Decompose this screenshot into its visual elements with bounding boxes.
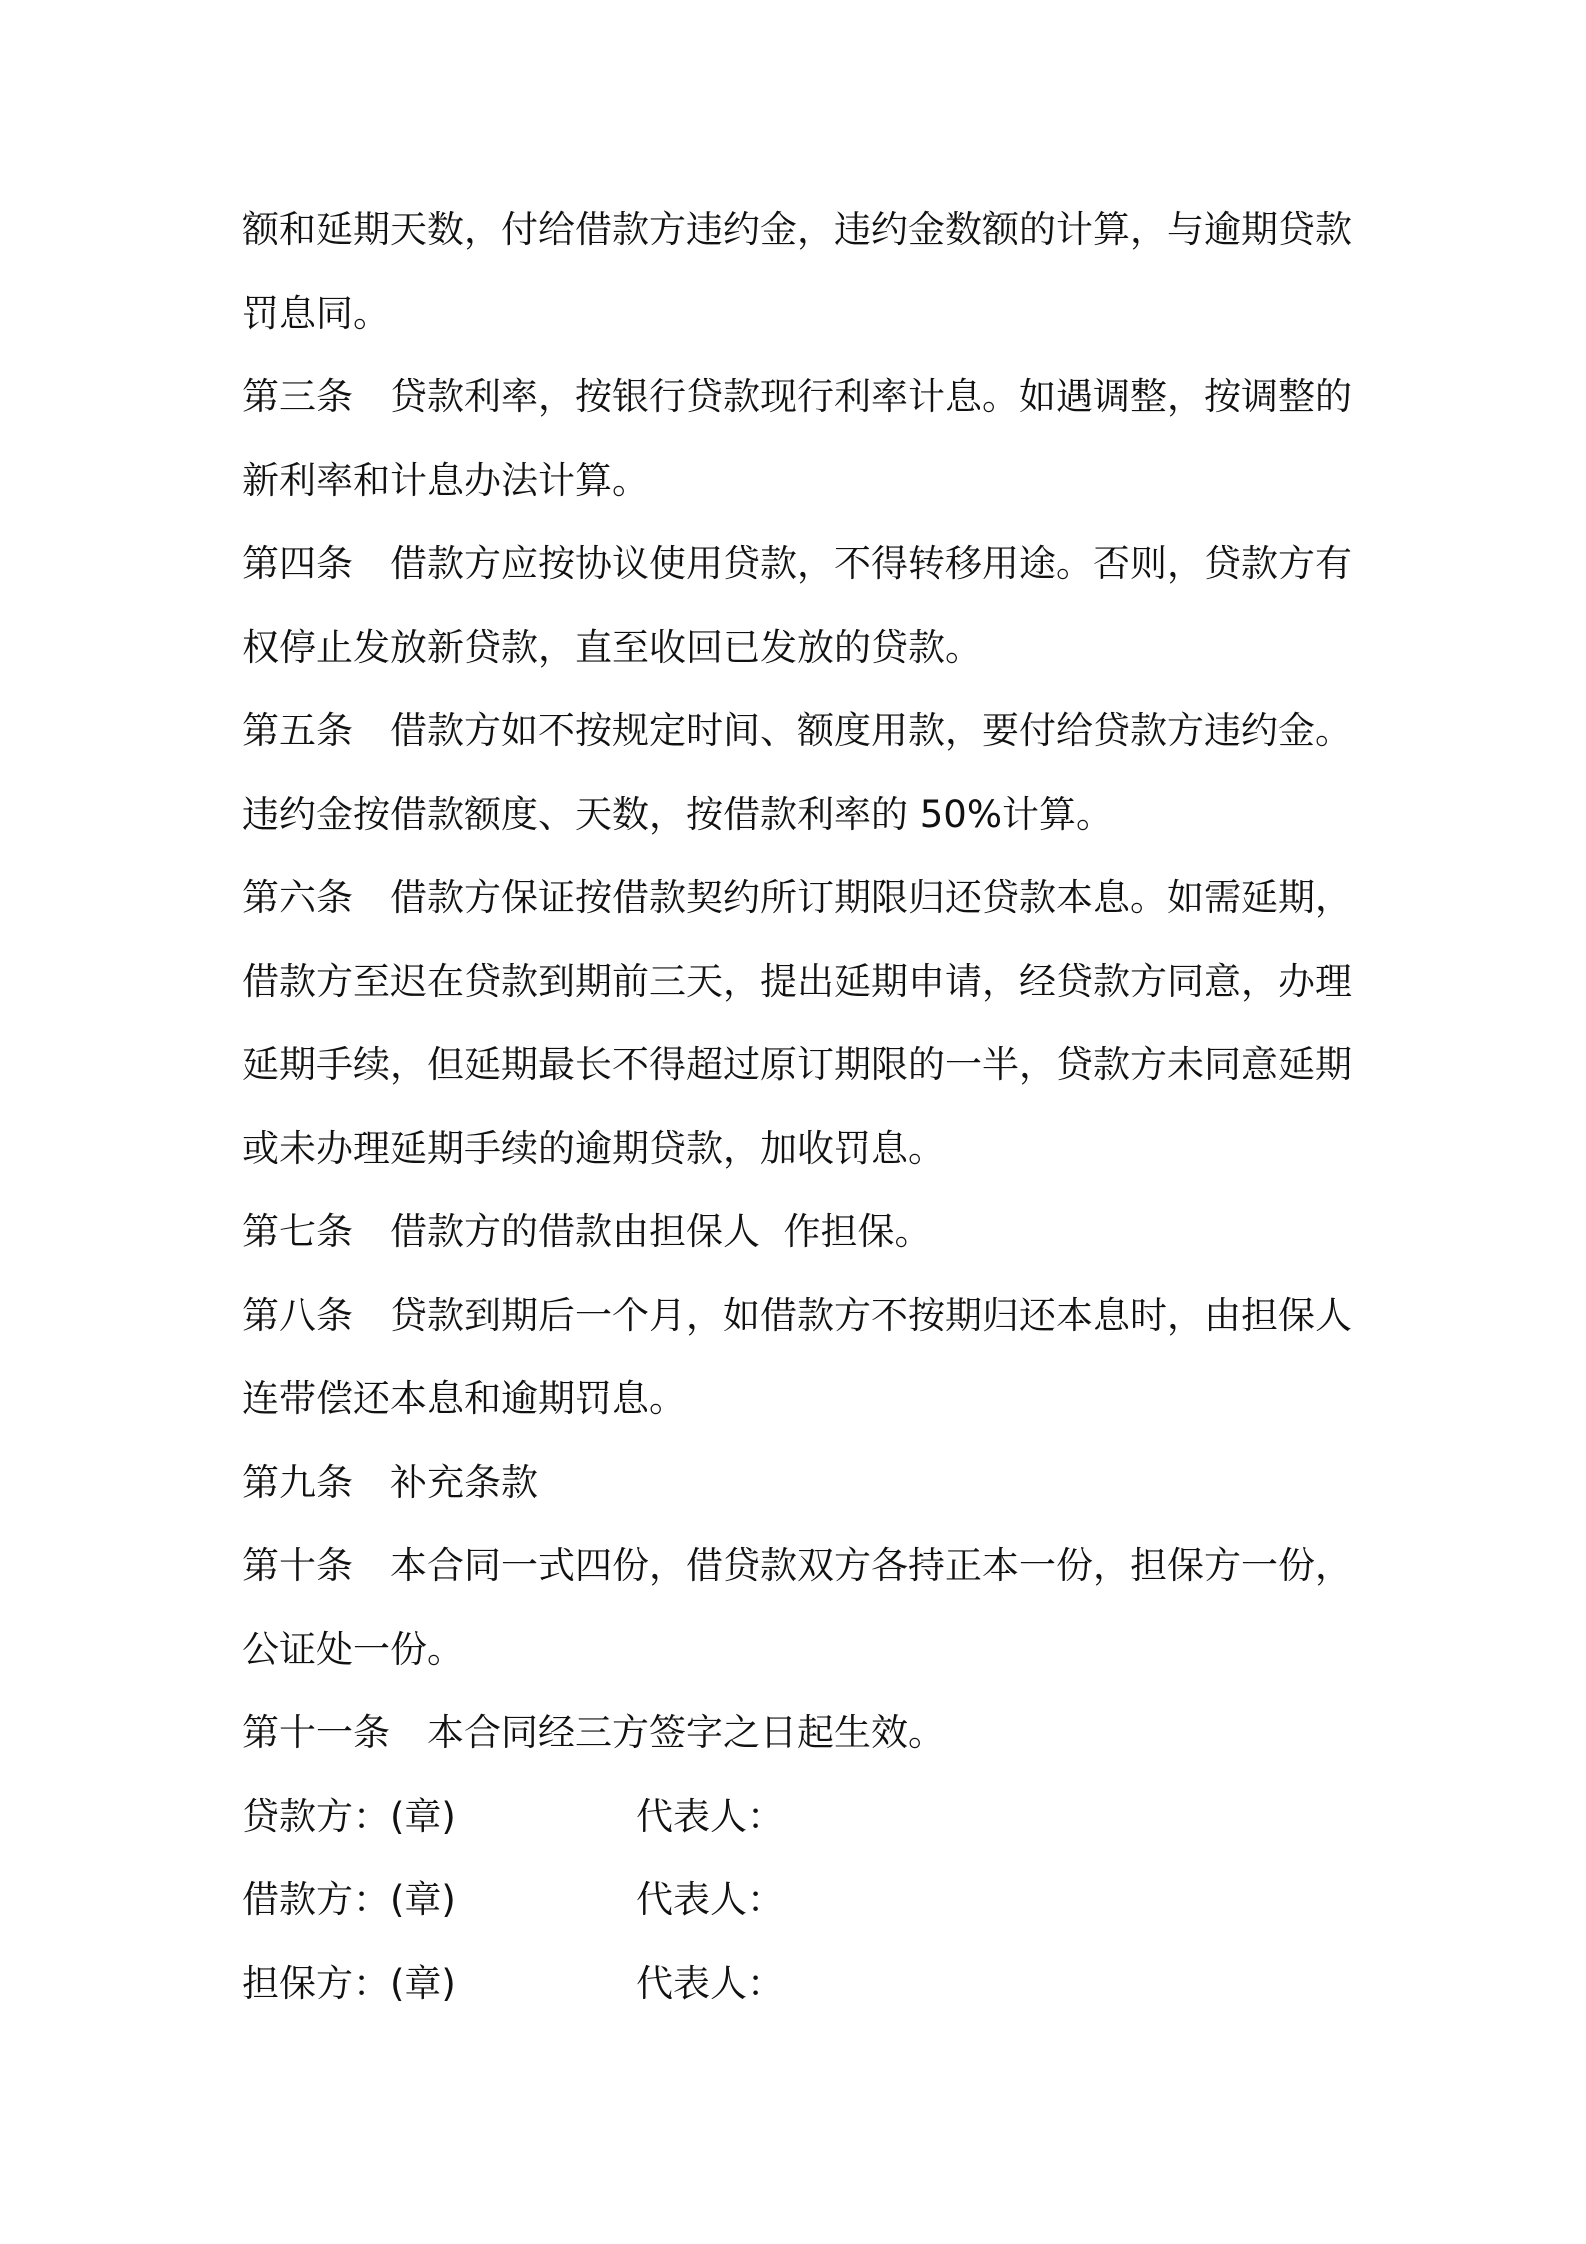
article-4-line: 第四条 借款方应按协议使用贷款，不得转移用途。否则，贷款方有 — [242, 542, 1352, 585]
guarantor-representative-label: 代表人： — [636, 1962, 784, 2005]
lender-representative-label: 代表人： — [636, 1795, 784, 1838]
article-10-line: 第十条 本合同一式四份，借贷款双方各持正本一份，担保方一份， — [242, 1544, 1352, 1587]
article-5-line: 第五条 借款方如不按规定时间、额度用款，要付给贷款方违约金。 — [242, 709, 1352, 752]
borrower-representative-label: 代表人： — [636, 1878, 784, 1921]
text-line: 借款方至迟在贷款到期前三天，提出延期申请，经贷款方同意，办理 — [242, 960, 1352, 1003]
text-line: 连带偿还本息和逾期罚息。 — [242, 1377, 686, 1420]
text-line: 违约金按借款额度、天数，按借款利率的 50%计算。 — [242, 793, 1113, 836]
text-line: 公证处一份。 — [242, 1628, 464, 1671]
article-3-line: 第三条 贷款利率，按银行贷款现行利率计息。如遇调整，按调整的 — [242, 375, 1352, 418]
article-8-line: 第八条 贷款到期后一个月，如借款方不按期归还本息时，由担保人 — [242, 1294, 1352, 1337]
text-line: 新利率和计息办法计算。 — [242, 459, 649, 502]
article-9-line: 第九条 补充条款 — [242, 1461, 538, 1504]
guarantor-party-label: 担保方：(章) — [242, 1962, 456, 2005]
text-line: 或未办理延期手续的逾期贷款，加收罚息。 — [242, 1127, 945, 1170]
lender-party-label: 贷款方：(章) — [242, 1795, 456, 1838]
borrower-party-label: 借款方：(章) — [242, 1878, 456, 1921]
article-11-line: 第十一条 本合同经三方签字之日起生效。 — [242, 1711, 945, 1754]
article-6-line: 第六条 借款方保证按借款契约所订期限归还贷款本息。如需延期， — [242, 876, 1352, 919]
text-line: 延期手续，但延期最长不得超过原订期限的一半，贷款方未同意延期 — [242, 1043, 1352, 1086]
text-line: 额和延期天数，付给借款方违约金，违约金数额的计算，与逾期贷款 — [242, 208, 1352, 251]
text-line: 罚息同。 — [242, 292, 390, 335]
text-line: 权停止发放新贷款，直至收回已发放的贷款。 — [242, 626, 982, 669]
article-7-line: 第七条 借款方的借款由担保人 作担保。 — [242, 1210, 932, 1253]
